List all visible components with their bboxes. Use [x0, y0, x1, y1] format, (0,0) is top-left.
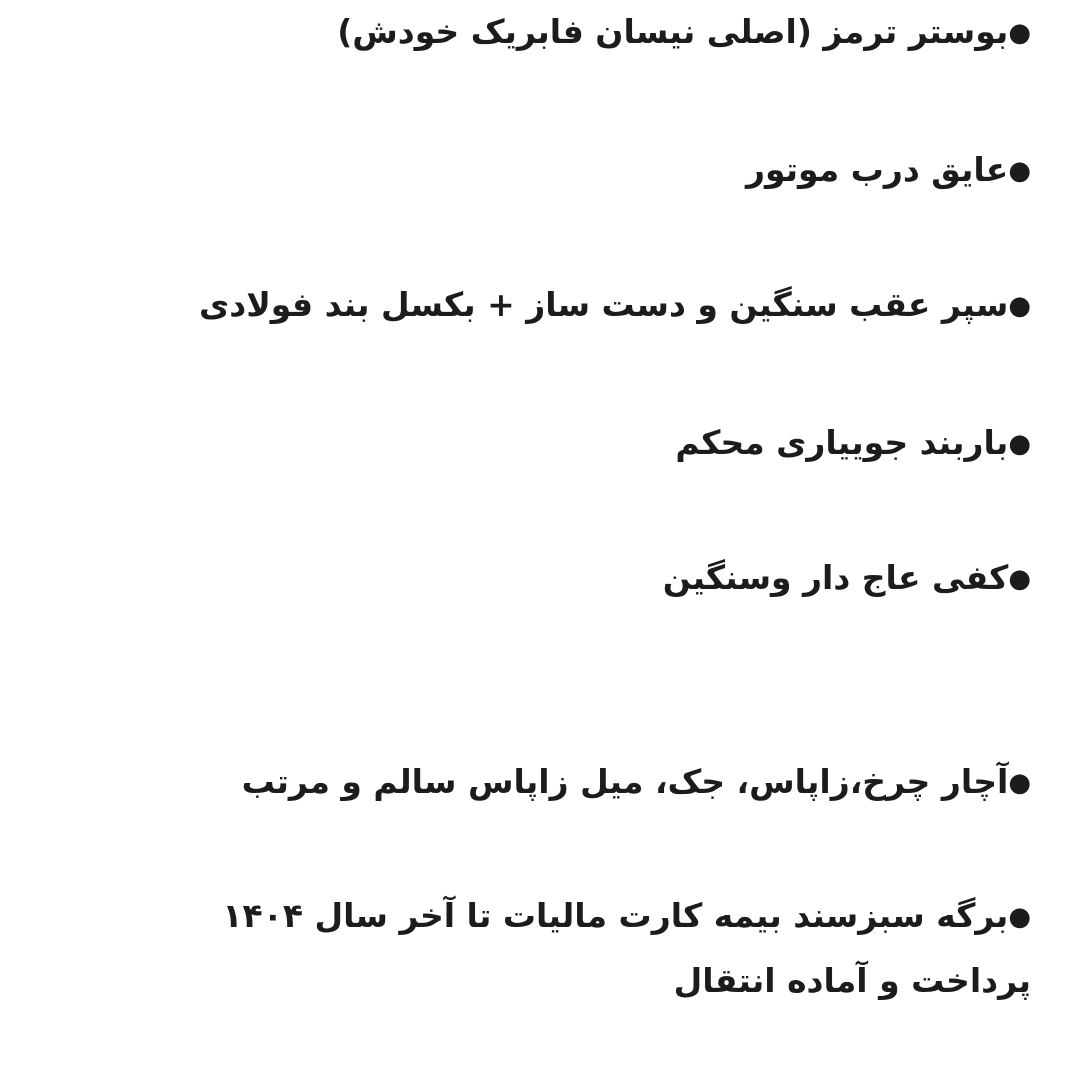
item-text: باربند جوییاری محکم: [675, 423, 1009, 462]
list-item: [111, 884, 1031, 1012]
list-item: [91, 138, 1031, 203]
item-text: بوستر ترمز (اصلی نیسان فابریک خودش): [337, 12, 1009, 51]
item-text: کفی عاج دار وسنگین: [662, 558, 1009, 597]
list-item: [91, 750, 1031, 815]
bullet-icon: ●: [1008, 429, 1031, 459]
item-text: برگه سبزسند بیمه کارت مالیات تا آخر سال ۱۴۰۴ پرداخت و آماده انتقال: [222, 896, 1031, 1000]
list-item: [91, 546, 1031, 611]
bullet-icon: ●: [1008, 18, 1031, 48]
item-text: آچار چرخ،زاپاس، جک، میل زاپاس سالم و مرتب: [241, 762, 1009, 801]
list-item: [91, 0, 1031, 65]
bullet-icon: ●: [1008, 902, 1031, 932]
list-item: [91, 273, 1031, 338]
item-text: سپر عقب سنگین و دست ساز + بکسل بند فولادی: [199, 285, 1009, 324]
bullet-icon: ●: [1008, 564, 1031, 594]
bullet-icon: ●: [1008, 768, 1031, 798]
item-text: عایق درب موتور: [745, 150, 1009, 189]
list-item: [91, 411, 1031, 476]
bullet-icon: ●: [1008, 291, 1031, 321]
bullet-icon: ●: [1008, 156, 1031, 186]
